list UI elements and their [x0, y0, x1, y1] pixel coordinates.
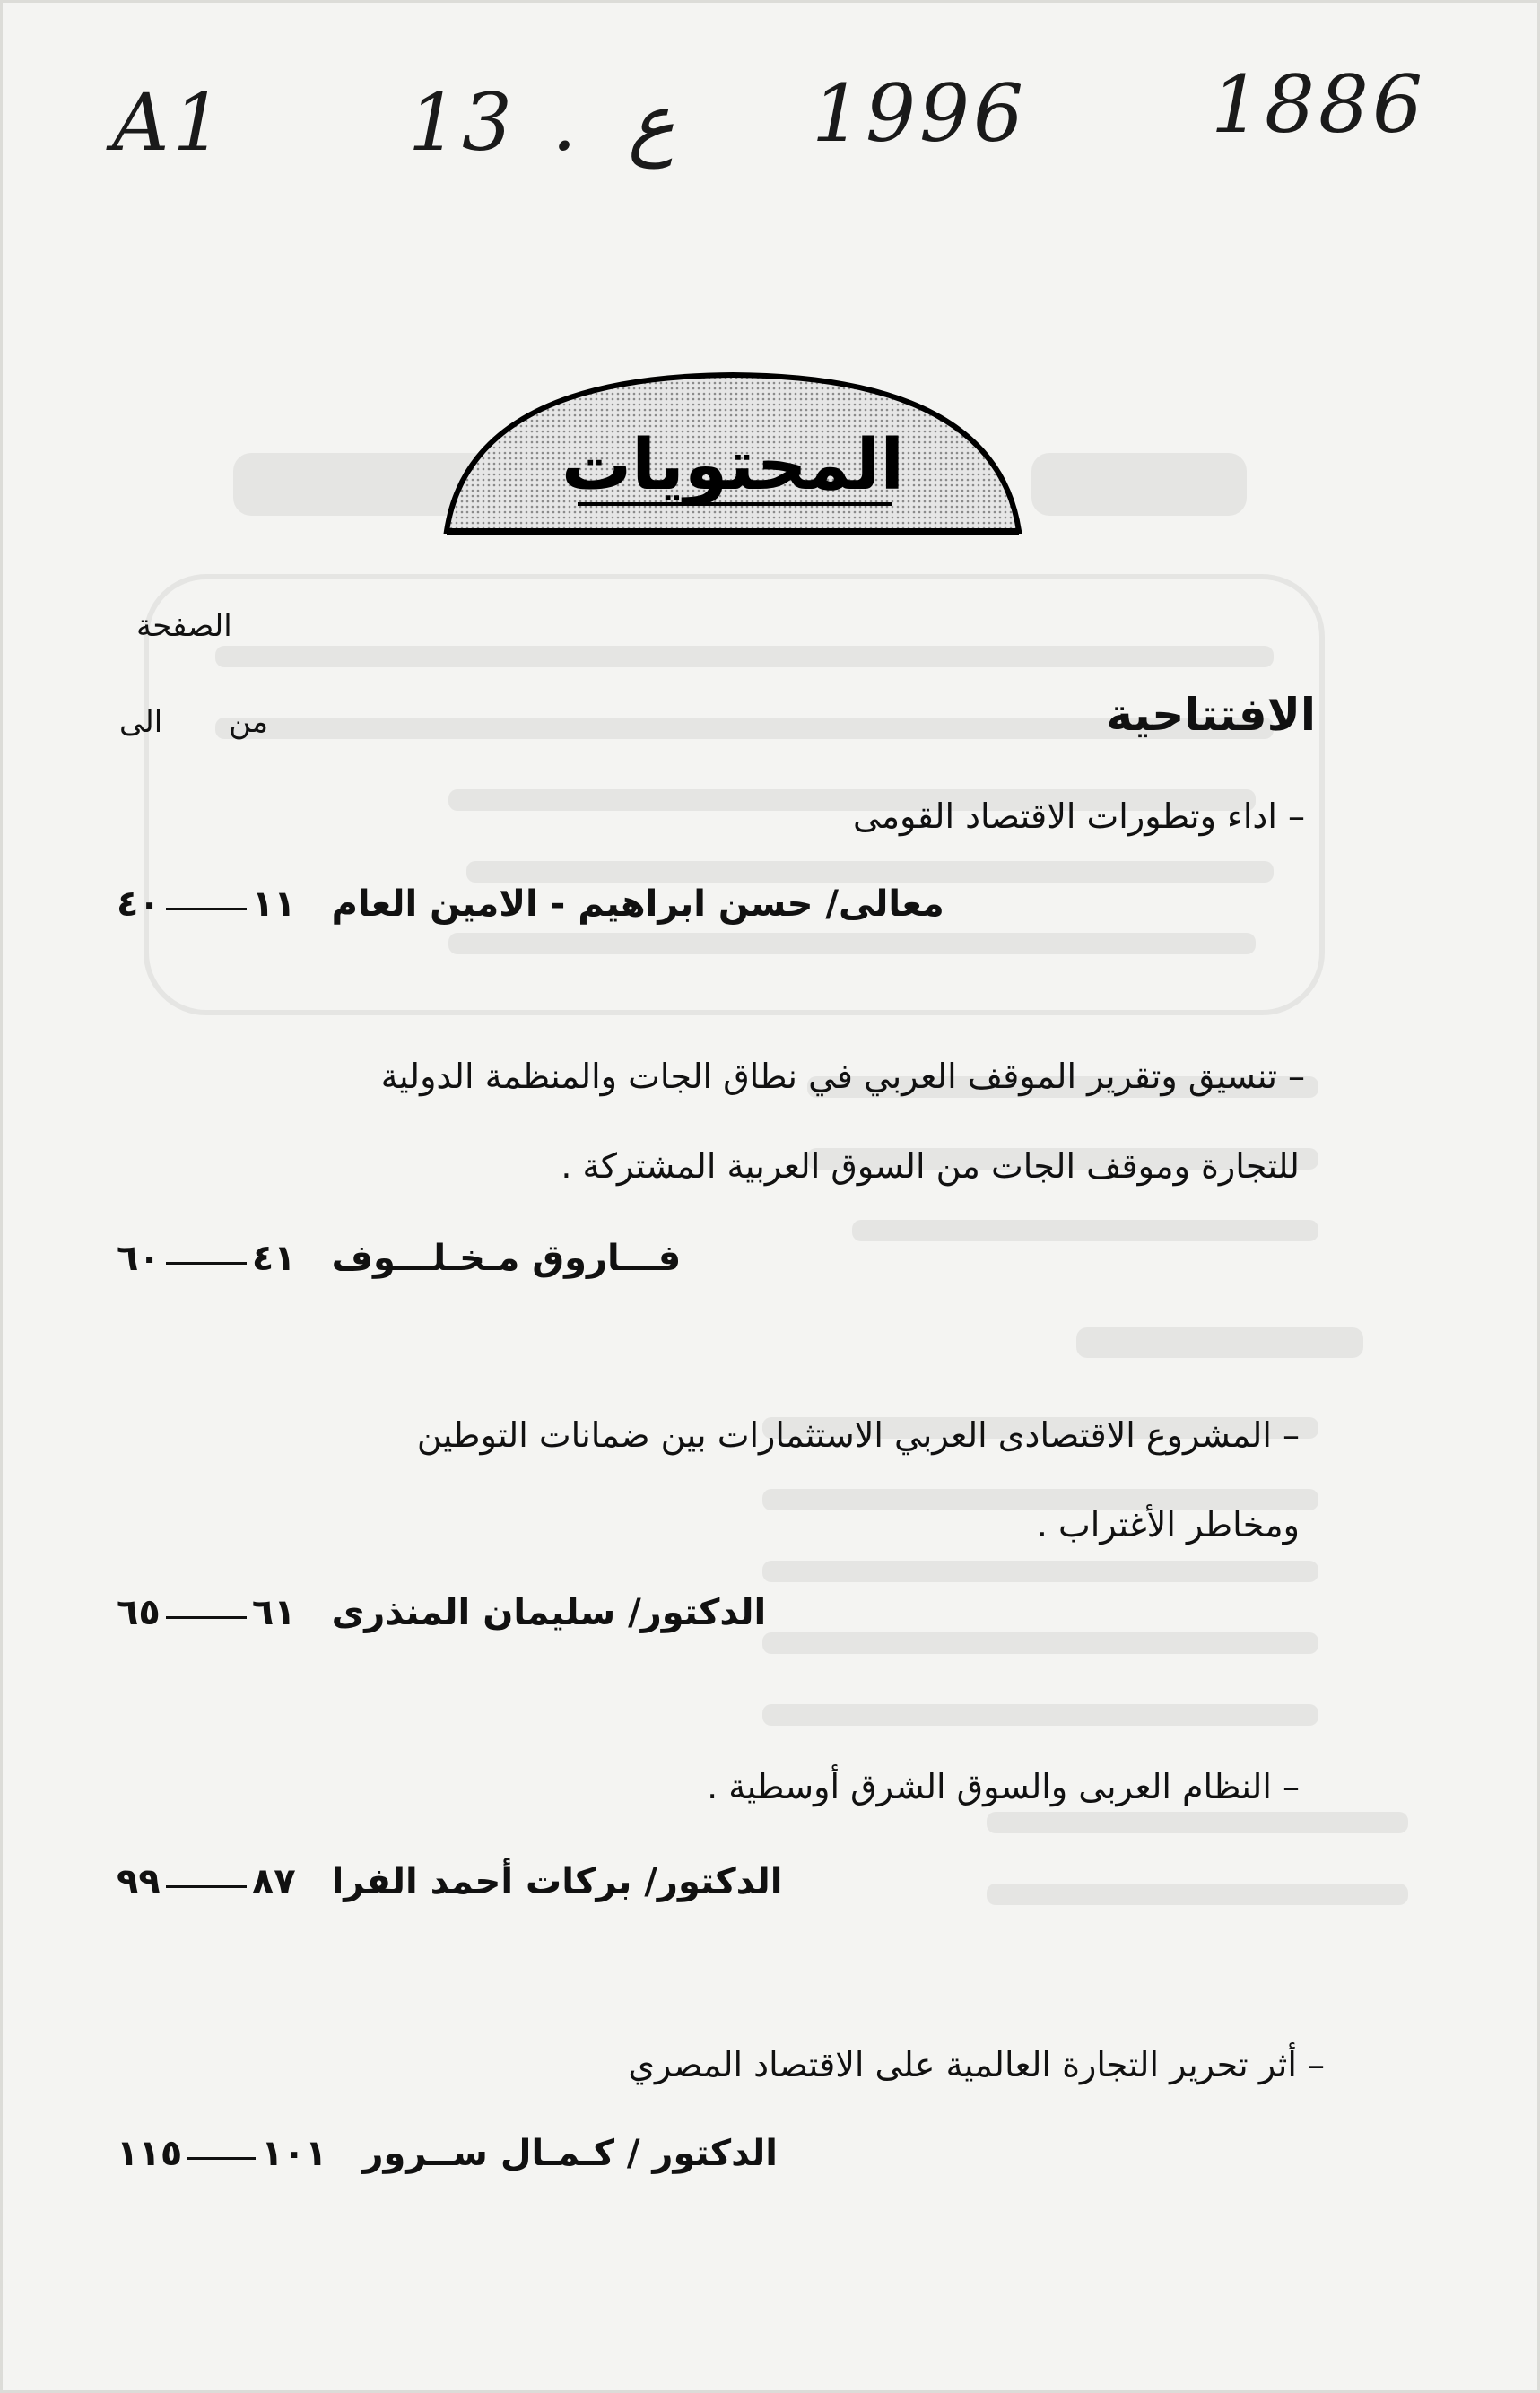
- contents-heading-dome: [443, 370, 1022, 536]
- entry-5-pages: [117, 2133, 327, 2174]
- entry-1-author: معالى/ حسن ابراهيم - الامين العام: [331, 883, 944, 925]
- entry-3-title-line-2: ومخاطر الأغتراب .: [1036, 1505, 1300, 1545]
- entry-3-pages: [117, 1592, 296, 1633]
- entry-4-title: – النظام العربى والسوق الشرق أوسطية .: [707, 1767, 1300, 1806]
- entry-3-title-line-1: – المشروع الاقتصادى العربي الاستثمارات بين ضمانات التوطين: [416, 1415, 1300, 1455]
- entry-2-author-row: [117, 1238, 681, 1279]
- entry-3-page-from: ٦١: [251, 1592, 296, 1633]
- entry-3-page-to: ٦٥: [117, 1592, 161, 1633]
- entry-4-pages: [117, 1861, 296, 1902]
- page-column-label: الصفحة: [136, 608, 232, 644]
- entry-4-author-row: [117, 1861, 782, 1902]
- handwritten-day: 13: [408, 76, 516, 169]
- entry-3-author-row: [117, 1592, 766, 1633]
- entry-5-title: – أثر تحرير التجارة العالمية على الاقتصاد المصري: [628, 2045, 1325, 2084]
- range-dash: [166, 1262, 247, 1265]
- to-label: الى: [119, 704, 163, 740]
- section-heading-opening: الافتتاحية: [1106, 689, 1316, 741]
- entry-2-title-line-2: للتجارة وموقف الجات من السوق العربية المشتركة .: [561, 1146, 1300, 1186]
- entry-1-author-row: [117, 883, 944, 925]
- entry-4-page-to: ٩٩: [117, 1861, 161, 1902]
- range-dash: [166, 1616, 247, 1619]
- handwritten-month: ع: [628, 76, 675, 169]
- entry-2-title-line-1: – تنسيق وتقرير الموقف العربي في نطاق الجات والمنظمة الدولية: [380, 1057, 1305, 1096]
- entry-1-page-from: ١١: [251, 883, 296, 925]
- handwritten-ref: A1: [112, 76, 227, 169]
- handwritten-separator: .: [552, 76, 580, 169]
- range-dash: [187, 2157, 256, 2160]
- entry-3-author: الدكتور/ سليمان المنذرى: [331, 1592, 767, 1633]
- entry-1-page-to: ٤٠: [117, 883, 161, 925]
- entry-1-title: – اداء وتطورات الاقتصاد القومى: [853, 796, 1305, 836]
- entry-2-page-to: ٦٠: [117, 1238, 161, 1279]
- entry-4-author: الدكتور/ بركات أحمد الفرا: [331, 1861, 783, 1902]
- entry-5-author-row: [117, 2133, 778, 2174]
- range-dash: [166, 1885, 247, 1888]
- entry-1-pages: [117, 883, 296, 925]
- page-title: المحتويات: [561, 425, 905, 506]
- entry-2-author: فـــاروق مـخـلـــوف: [331, 1238, 682, 1279]
- handwritten-year: 1996: [812, 67, 1027, 160]
- entry-5-page-from: ١٠١: [261, 2133, 327, 2174]
- entry-2-pages: [117, 1238, 296, 1279]
- entry-2-page-from: ٤١: [251, 1238, 296, 1279]
- from-label: من: [229, 704, 269, 740]
- entry-5-page-to: ١١٥: [117, 2133, 183, 2174]
- handwritten-number: 1886: [1211, 58, 1426, 151]
- entry-4-page-from: ٨٧: [251, 1861, 296, 1902]
- range-dash: [166, 908, 247, 910]
- entry-5-author: الدكتور / كـمـال ســرور: [362, 2133, 778, 2174]
